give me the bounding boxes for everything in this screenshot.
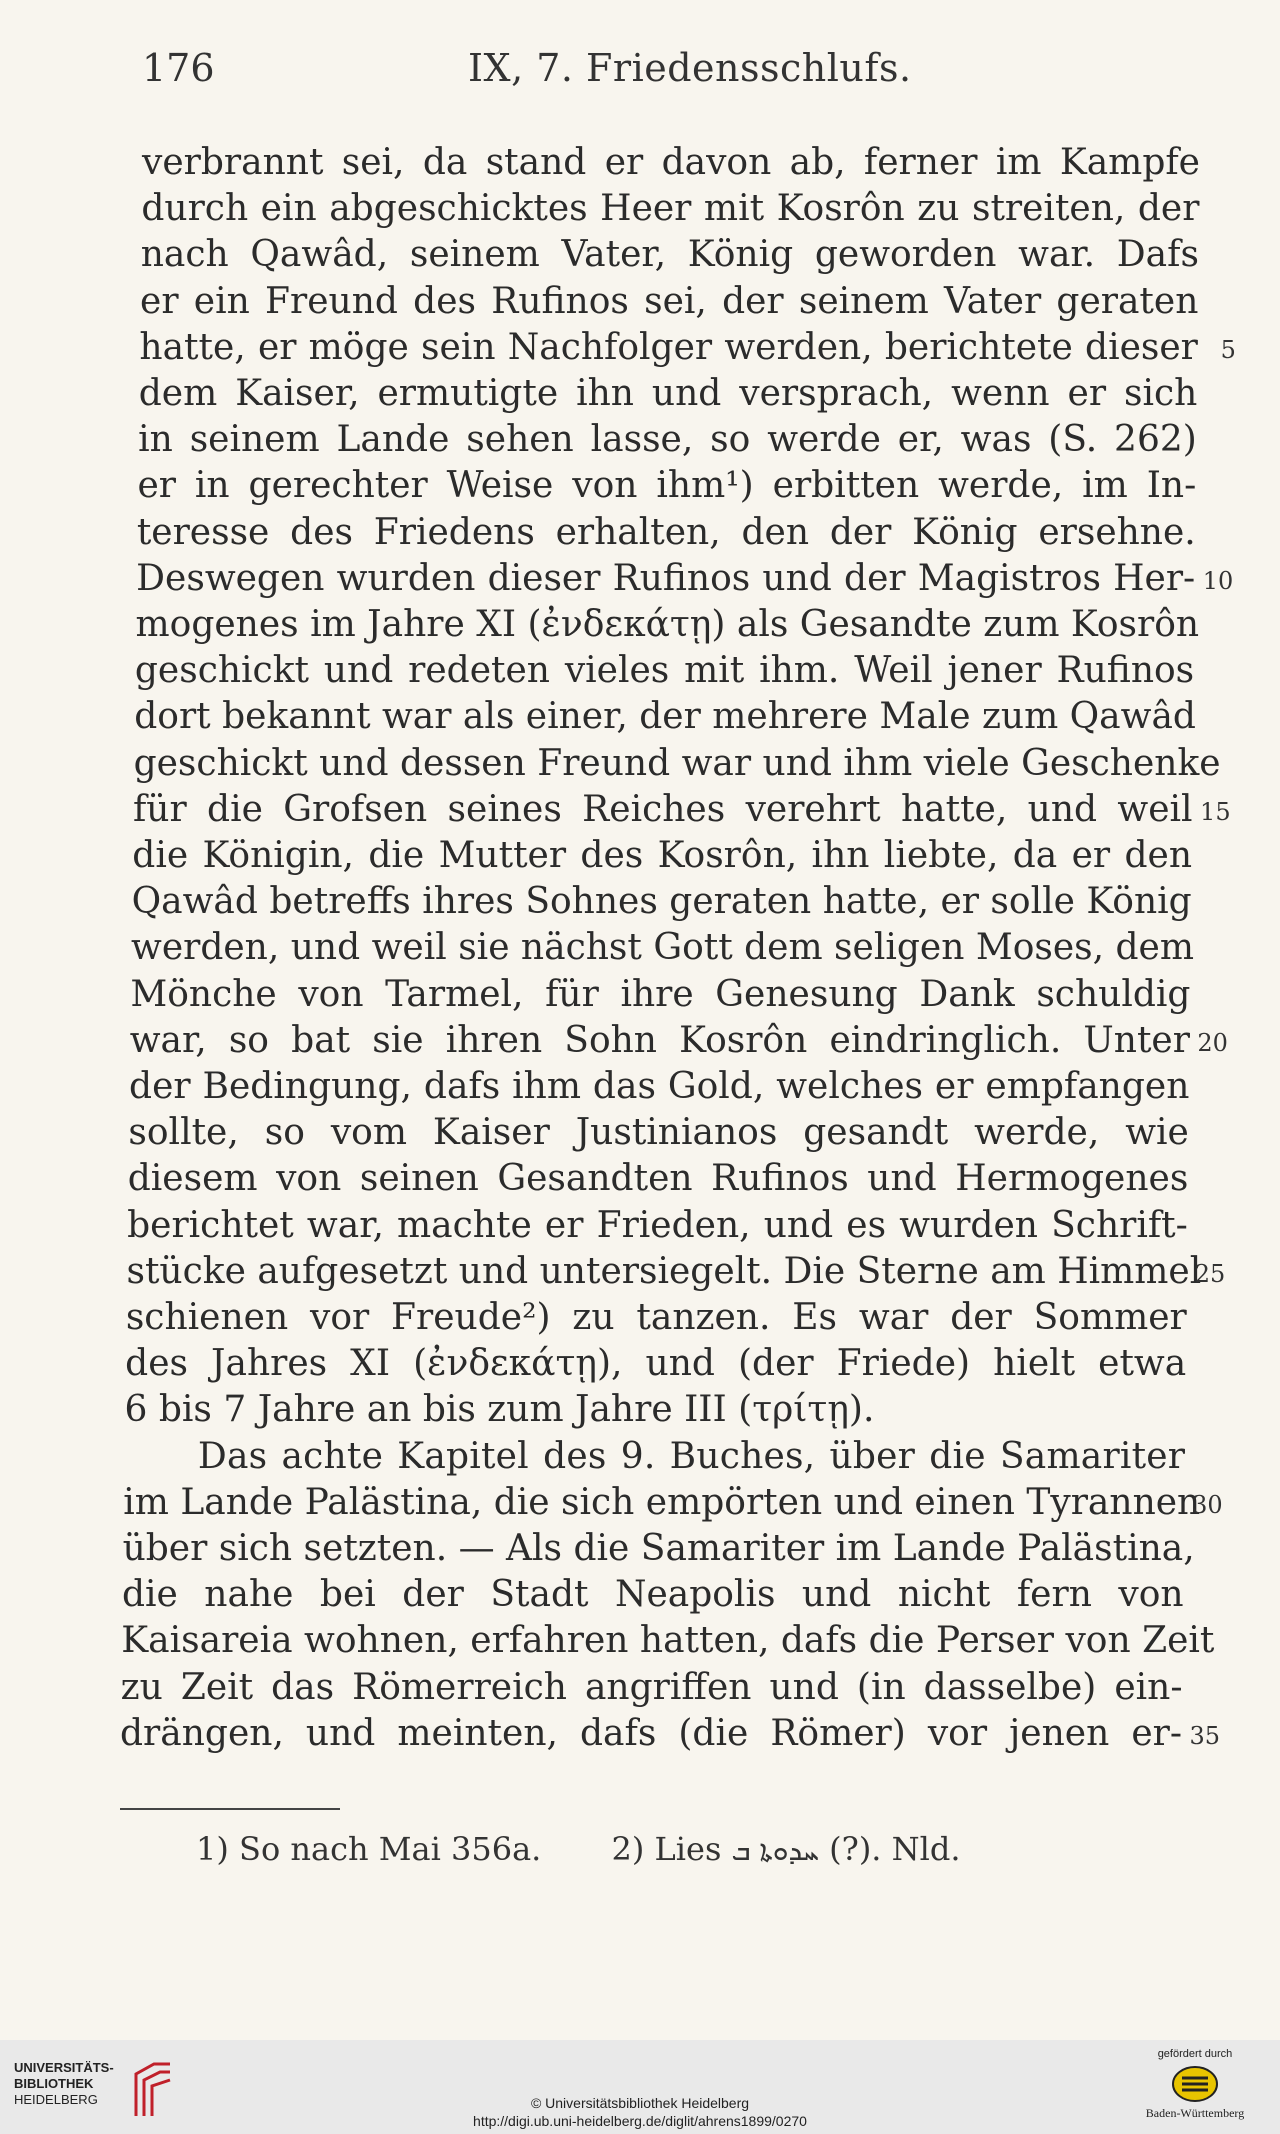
text-line: hatte, er möge sein Nachfolger werden, berichtete dieser	[139, 326, 1198, 368]
library-mark-icon	[130, 2062, 174, 2118]
text-line: schienen vor Freude²) zu tanzen. Es war der Sommer	[125, 1297, 1187, 1338]
line-number: 15	[1200, 797, 1231, 826]
library-name-line1: UNIVERSITÄTS-	[14, 2060, 114, 2075]
text-line: Deswegen wurden dieser Rufinos und der Magistros Her-	[136, 557, 1196, 599]
footnote-2-prefix: 2) Lies	[611, 1830, 722, 1868]
text-line: für die Grofsen seines Reiches verehrt hatte, und weil	[132, 788, 1193, 830]
line-number: 30	[1192, 1490, 1223, 1519]
text-line: teresse des Friedens erhalten, den der König ersehne.	[136, 511, 1196, 553]
text-line: des Jahres XI (ἐνδεκάτῃ), und (der Friede) hielt etwa	[125, 1343, 1187, 1385]
footnote-2-suffix: (?). Nld.	[829, 1830, 961, 1868]
library-name	[14, 2060, 114, 2108]
text-line: dem Kaiser, ermutigte ihn und versprach, wenn er sich	[138, 373, 1198, 414]
text-line: berichtet war, machte er Frieden, und es wurden Schrift-	[127, 1204, 1188, 1246]
text-line: geschickt und dessen Freund war und ihm viele Geschenke	[133, 742, 1221, 784]
text-line: die nahe bei der Stadt Neapolis und nicht fern von	[121, 1574, 1184, 1616]
funder-block	[1140, 2048, 1250, 2121]
text-line: diesem von seinen Gesandten Rufinos und Hermogenes	[127, 1158, 1189, 1200]
line-number: 5	[1220, 335, 1236, 364]
footnote-rule	[120, 1808, 340, 1810]
text-line: die Königin, die Mutter des Kosrôn, ihn liebte, da er den	[132, 835, 1193, 876]
text-line: Kaisareia wohnen, erfahren hatten, dafs die Perser von Zeit	[121, 1620, 1215, 1662]
text-line: er ein Freund des Rufinos sei, der seinem Vater geraten	[140, 280, 1199, 322]
text-line: Mönche von Tarmel, für ihre Genesung Dank schuldig	[130, 973, 1191, 1015]
text-line: 6 bis 7 Jahre an bis zum Jahre III (τρίτῃ).	[124, 1389, 875, 1431]
library-name-line2: BIBLIOTHEK	[14, 2076, 94, 2091]
text-line: werden, und weil sie nächst Gott dem seligen Moses, dem	[131, 927, 1195, 969]
line-number: 10	[1202, 566, 1234, 595]
text-line: der Bedingung, dafs ihm das Gold, welches er empfangen	[129, 1066, 1190, 1107]
copyright-text: © Universitätsbibliothek Heidelberg	[530, 2095, 750, 2111]
page-number: 176	[142, 46, 215, 90]
text-line: verbrannt sei, da stand er davon ab, ferner im Kampfe	[142, 142, 1200, 183]
text-line: in seinem Lande sehen lasse, so werde er, was (S. 262)	[138, 419, 1197, 461]
text-line: Das achte Kapitel des 9. Buches, über die Samariter	[197, 1435, 1186, 1477]
text-line: geschickt und redeten vieles mit ihm. Weil jener Rufinos	[134, 650, 1195, 692]
line-number: 35	[1189, 1721, 1220, 1750]
text-line: im Lande Palästina, die sich empörten und einen Tyrannen	[123, 1481, 1201, 1523]
state-emblem-icon	[1170, 2064, 1220, 2104]
text-line: mogenes im Jahre XI (ἐνδεκάτῃ) als Gesandte zum Kosrôn	[135, 604, 1200, 645]
text-line: sollte, so vom Kaiser Justinianos gesandt werde, wie	[128, 1112, 1189, 1154]
text-line: drängen, und meinten, dafs (die Römer) vor jenen er-	[120, 1712, 1182, 1754]
text-line: er in gerechter Weise von ihm¹) erbitten werde, im In-	[137, 465, 1197, 507]
text-line: Qawâd betreffs ihres Sohnes geraten hatte, er solle König	[131, 881, 1192, 923]
text-line: nach Qawâd, seinem Vater, König geworden war. Dafs	[140, 234, 1199, 276]
text-line: über sich setzten. — Als die Samariter im Lande Palästina,	[122, 1528, 1195, 1569]
funder-name: Baden-Württemberg	[1145, 2106, 1245, 2120]
library-name-line3: HEIDELBERG	[14, 2092, 98, 2107]
copyright-notice	[440, 2094, 840, 2130]
line-number: 20	[1197, 1028, 1228, 1057]
footer-bar	[0, 2040, 1280, 2134]
line-number: 25	[1194, 1259, 1226, 1288]
funded-by-label: gefördert durch	[1157, 2048, 1233, 2060]
text-line: dort bekannt war als einer, der mehrere Male zum Qawâd	[134, 696, 1196, 738]
text-line: stücke aufgesetzt und untersiegelt. Die Sterne am Himmel	[126, 1250, 1202, 1292]
footnote-1: 1) So nach Mai 356a.	[196, 1830, 542, 1868]
text-line: war, so bat sie ihren Sohn Kosrôn eindringlich. Unter	[129, 1019, 1190, 1061]
footnote-2-syriac: ܚܕܘܬܐ ܒ	[731, 1834, 819, 1867]
running-title: IX, 7. Friedensschlufs.	[468, 46, 912, 90]
text-line: durch ein abgeschicktes Heer mit Kosrôn zu streiten, der	[141, 188, 1200, 230]
footnotes	[196, 1830, 1096, 1868]
permalink[interactable]: http://digi.ub.uni-heidelberg.de/diglit/ahrens1899/0270	[473, 2113, 807, 2129]
page-header	[142, 46, 1182, 106]
footnote-2	[612, 1830, 961, 1868]
text-line: zu Zeit das Römerreich angriffen und (in dasselbe) ein-	[120, 1666, 1183, 1708]
library-logo[interactable]	[14, 2060, 184, 2120]
